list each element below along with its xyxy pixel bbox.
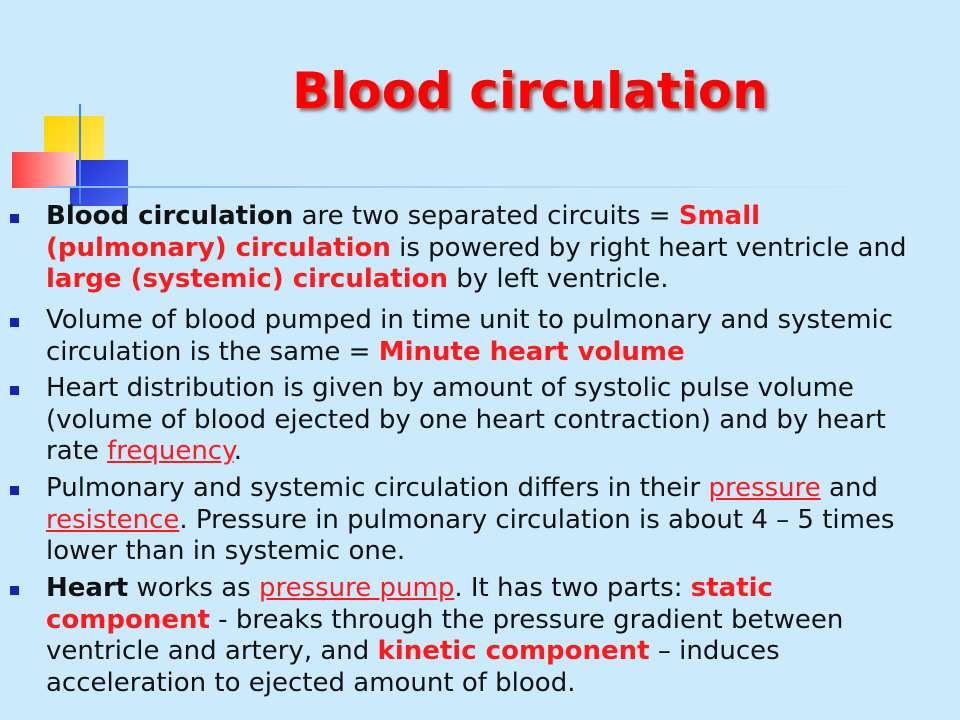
- bullet-text: – induces acceleration to ejected amount of blood.: [46, 636, 780, 698]
- bullet-item: [46, 305, 930, 368]
- bullet-text: Pulmonary and systemic circulation differs in their: [46, 473, 709, 503]
- square-bullet-icon: [10, 386, 19, 395]
- highlighted-term: large (systemic) circulation: [46, 264, 449, 294]
- bullet-item: [46, 573, 930, 699]
- term-link[interactable]: pressure: [708, 473, 821, 503]
- bullet-text: . It has two parts:: [454, 573, 691, 603]
- highlighted-term: kinetic component: [377, 636, 650, 666]
- bullet-item: [46, 201, 930, 296]
- bullet-text: by left ventricle.: [448, 264, 669, 294]
- term-link[interactable]: pressure pump: [258, 573, 455, 603]
- bullet-text: works as: [128, 573, 259, 603]
- square-bullet-icon: [10, 586, 19, 595]
- highlighted-term: Blood circulation: [46, 201, 294, 231]
- bullet-text: Heart distribution is given by amount of systolic pulse volume (volume of blood ejected by one heart contraction) and by heart rate: [46, 373, 886, 466]
- highlighted-term: static component: [46, 573, 773, 635]
- highlighted-term: Heart: [46, 573, 129, 603]
- decorative-red-bar: [12, 152, 76, 188]
- square-bullet-icon: [10, 214, 19, 223]
- slide-title: Blood circulation: [292, 62, 768, 120]
- bullet-text: - breaks through the pressure gradient between ventricle and artery, and: [46, 604, 844, 666]
- bullet-text: and: [820, 473, 878, 503]
- bullet-text: is powered by right heart ventricle and: [390, 232, 907, 263]
- square-bullet-icon: [10, 318, 19, 327]
- highlighted-term: Minute heart volume: [378, 336, 685, 367]
- bullet-item: [46, 473, 930, 568]
- term-link[interactable]: frequency: [107, 436, 234, 466]
- bullet-item: [46, 373, 930, 468]
- bullet-text: Volume of blood pumped in time unit to pulmonary and systemic circulation is the same =: [46, 305, 894, 367]
- title-underline: [46, 186, 914, 188]
- bullet-text: .: [233, 436, 243, 466]
- bullet-text: . Pressure in pulmonary circulation is about 4 – 5 times lower than in systemic one.: [46, 504, 895, 566]
- highlighted-term: Small (pulmonary) circulation: [46, 201, 761, 263]
- bullet-text: are two separated circuits =: [293, 201, 679, 231]
- term-link[interactable]: resistence: [46, 504, 180, 535]
- square-bullet-icon: [10, 486, 19, 495]
